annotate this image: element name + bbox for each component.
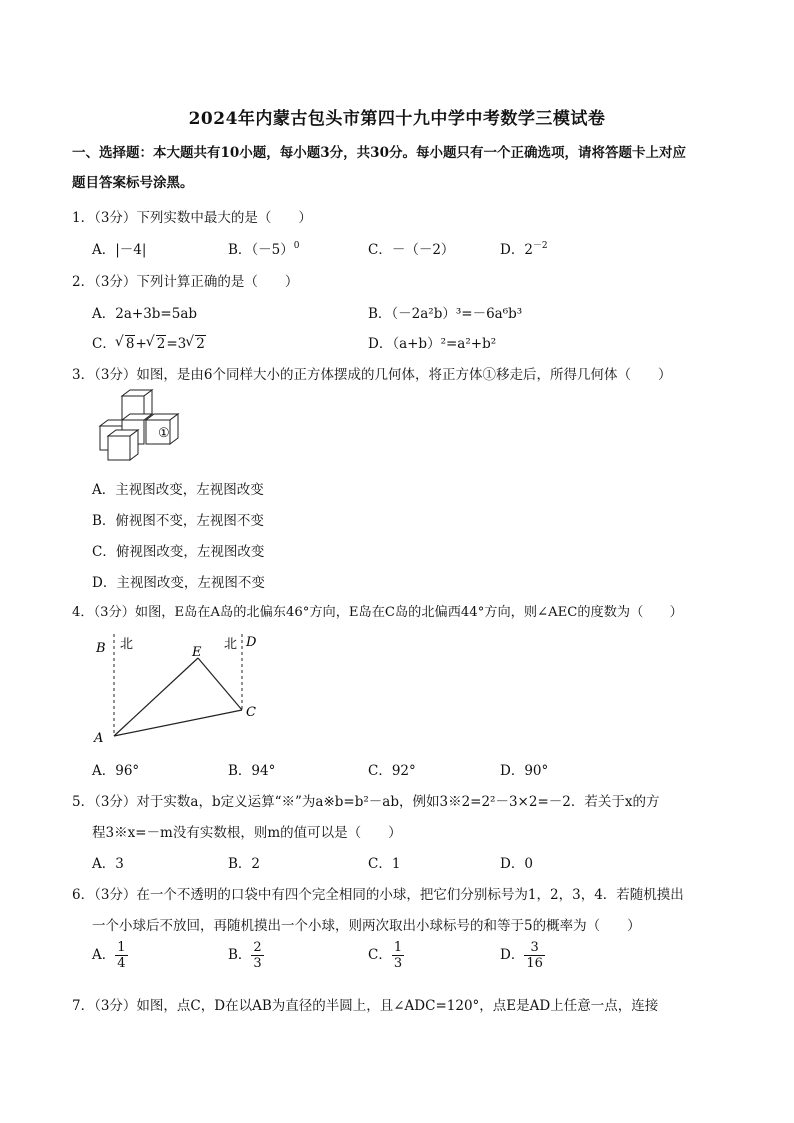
q4-option-b: B．94° [228, 763, 276, 779]
q5-option-a: A．3 [92, 856, 124, 872]
q6-option-a: A． $\frac{1}{4}$ [92, 940, 126, 971]
q3-option-c: C．俯视图改变，左视图改变 [92, 544, 265, 560]
q5-line-2: 程3※x=－m没有实数根，则m的值可以是（ ） [92, 825, 402, 841]
q6-option-b: B． $\frac{2}{3}$ [228, 940, 262, 971]
q5-option-c: C．1 [368, 856, 401, 872]
label-b: B [96, 641, 106, 656]
q4-option-a: A．96° [92, 763, 140, 779]
label-d: D [246, 635, 257, 650]
label-e: E [192, 645, 202, 660]
q4-option-c: C．92° [368, 763, 416, 779]
sqrt-2-result: √ 2 [186, 336, 206, 352]
sqrt-2: √ 2 [147, 336, 167, 352]
compass-figure [90, 628, 270, 750]
q4-option-d: D．90° [500, 763, 549, 779]
q2-option-b: B．（－2a²b）³=－6a⁶b³ [368, 306, 523, 322]
q1-option-c: C．－（－2） [368, 242, 455, 258]
q1-option-a: A．|－4| [92, 242, 147, 258]
q2-option-c: C．√ 8+√ 2=3√ 2 [92, 332, 206, 352]
sqrt-8: √ 8 [116, 336, 136, 352]
label-north-1: 北 [120, 637, 134, 652]
q5-line-1: 5．（3分）对于实数a，b定义运算“※”为a※b=b²－ab，例如3※2=2²－3×2=－2．若关于x的方 [72, 794, 660, 810]
q1-option-d-exp: －2 [532, 241, 548, 251]
q2-option-d: D．（a+b）²=a²+b² [368, 336, 497, 352]
q2-option-a: A．2a+3b=5ab [92, 306, 198, 322]
q6-option-c: C． $\frac{1}{3}$ [368, 940, 403, 971]
q1-stem: 1．（3分）下列实数中最大的是（ ） [72, 210, 312, 226]
q1-option-d: D．$2^{-2}$ [500, 241, 548, 258]
q6-option-d: D． $\frac{3}{16}$ [500, 940, 543, 971]
fraction-b: $\frac{2}{3}$ [253, 940, 262, 971]
q6-line-1: 6．（3分）在一个不透明的口袋中有四个完全相同的小球，把它们分别标号为1，2，3，4．若随机摸出 [72, 887, 684, 903]
q3-option-d: D．主视图改变，左视图不变 [92, 575, 265, 591]
label-c: C [246, 705, 256, 720]
fraction-d: $\frac{3}{16}$ [526, 940, 543, 971]
label-a: A [94, 731, 104, 746]
section-line-2: 题目答案标号涂黑。 [72, 175, 194, 191]
q1-option-b-exp: 0 [293, 241, 300, 251]
q2-stem: 2．（3分）下列计算正确的是（ ） [72, 274, 299, 290]
circle-one-label: ① [158, 426, 170, 441]
fraction-c: $\frac{1}{3}$ [393, 940, 403, 971]
q1-option-b: B．$(-5)^0$ [228, 241, 300, 258]
q3-option-b: B．俯视图不变，左视图不变 [92, 513, 264, 529]
page-title: 2024年内蒙古包头市第四十九中学中考数学三模试卷 [188, 109, 606, 129]
fraction-a: $\frac{1}{4}$ [117, 940, 126, 971]
q3-option-a: A．主视图改变，左视图改变 [92, 482, 264, 498]
section-line-1: 一、选择题：本大题共有10小题，每小题3分，共30分。每小题只有一个正确选项，请将答题卡上对应 [72, 145, 686, 161]
q4-stem: 4．（3分）如图，E岛在A岛的北偏东46°方向，E岛在C岛的北偏西44°方向，则∠AEC的度数为（ ） [72, 605, 683, 620]
q5-option-d: D．0 [500, 856, 533, 872]
q7-line-1: 7．（3分）如图，点C，D在以AB为直径的半圆上，且∠ADC=120°，点E是AD上任意一点，连接 [72, 998, 659, 1014]
q3-stem: 3．（3分）如图，是由6个同样大小的正方体摆成的几何体，将正方体①移走后，所得几何体（ ） [72, 367, 672, 383]
cube-figure [94, 388, 186, 466]
q6-line-2: 一个小球后不放回，再随机摸出一个小球，则两次取出小球标号的和等于5的概率为（ ） [92, 918, 641, 934]
section-header [72, 138, 724, 198]
label-north-2: 北 [224, 637, 238, 652]
q5-option-b: B．2 [228, 856, 261, 872]
